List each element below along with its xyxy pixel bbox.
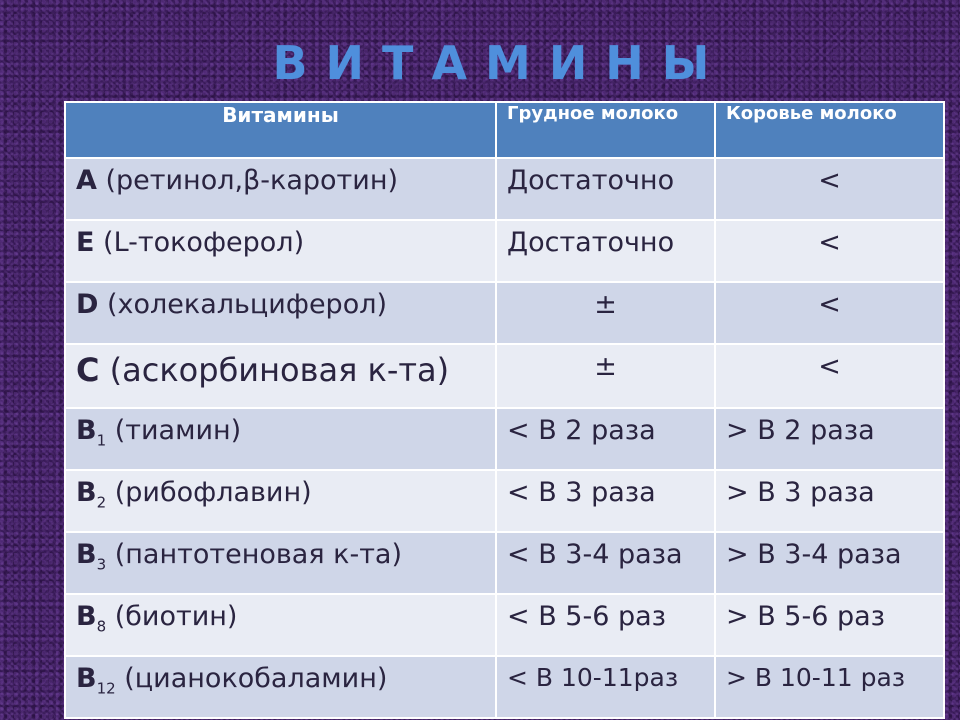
vitamin-desc: (рибофлавин) xyxy=(106,477,312,508)
cow-milk-cell: > В 10-11 раз xyxy=(715,656,944,718)
cow-milk-cell: > В 2 раза xyxy=(715,408,944,470)
breast-milk-cell: < В 5-6 раз xyxy=(496,594,715,656)
breast-milk-cell: < В 3 раза xyxy=(496,470,715,532)
slide-title: ВИТАМИНЫ xyxy=(272,36,728,90)
cow-milk-cell: > В 3-4 раза xyxy=(715,532,944,594)
breast-milk-cell: ± xyxy=(496,282,715,344)
vitamin-desc: (холекальциферол) xyxy=(98,289,387,320)
vitamins-table xyxy=(64,101,945,719)
vitamin-letter: C xyxy=(76,351,100,389)
cow-milk-cell: > В 5-6 раз xyxy=(715,594,944,656)
vitamin-desc: (тиамин) xyxy=(106,415,242,446)
cow-milk-cell: < xyxy=(715,158,944,220)
vitamin-letter: B xyxy=(76,663,97,694)
table-row xyxy=(65,220,944,282)
cow-milk-cell: < xyxy=(715,282,944,344)
table-row xyxy=(65,470,944,532)
cow-milk-cell: > В 3 раза xyxy=(715,470,944,532)
breast-milk-cell: ± xyxy=(496,344,715,408)
vitamin-cell xyxy=(65,344,496,408)
vitamin-letter: B xyxy=(76,415,97,446)
cow-milk-cell: < xyxy=(715,344,944,408)
breast-milk-cell: Достаточно xyxy=(496,158,715,220)
vitamin-letter: D xyxy=(76,289,99,320)
vitamin-subscript: 8 xyxy=(96,617,107,636)
table-row xyxy=(65,532,944,594)
cow-milk-cell: < xyxy=(715,220,944,282)
vitamin-letter: B xyxy=(76,477,97,508)
vitamin-cell xyxy=(65,158,496,220)
table-row xyxy=(65,656,944,718)
vitamin-cell xyxy=(65,656,496,718)
vitamin-cell xyxy=(65,532,496,594)
breast-milk-cell: Достаточно xyxy=(496,220,715,282)
vitamin-letter: B xyxy=(76,601,97,632)
vitamin-subscript: 12 xyxy=(96,679,116,698)
table-row xyxy=(65,282,944,344)
vitamin-desc: (пантотеновая к-та) xyxy=(106,539,403,570)
vitamin-cell xyxy=(65,594,496,656)
vitamin-subscript: 2 xyxy=(96,493,107,512)
table-row xyxy=(65,408,944,470)
vitamin-cell xyxy=(65,408,496,470)
header-breast-milk: Грудное молоко xyxy=(496,102,715,158)
breast-milk-cell: < В 10-11раз xyxy=(496,656,715,718)
header-cow-milk: Коровье молоко xyxy=(715,102,944,158)
table-row xyxy=(65,594,944,656)
vitamin-letter: A xyxy=(76,165,97,196)
vitamin-cell xyxy=(65,282,496,344)
breast-milk-cell: < В 2 раза xyxy=(496,408,715,470)
table-header-row xyxy=(65,102,944,158)
table-row xyxy=(65,158,944,220)
vitamin-desc: (цианокобаламин) xyxy=(115,663,388,694)
vitamin-cell xyxy=(65,220,496,282)
vitamin-desc: (ретинол,β-каротин) xyxy=(96,165,399,196)
vitamin-letter: B xyxy=(76,539,97,570)
header-vitamins: Витамины xyxy=(65,102,496,158)
vitamin-cell xyxy=(65,470,496,532)
vitamin-subscript: 1 xyxy=(96,431,107,450)
table-row xyxy=(65,344,944,408)
vitamin-desc: (биотин) xyxy=(106,601,238,632)
breast-milk-cell: < В 3-4 раза xyxy=(496,532,715,594)
vitamin-desc: (L-токоферол) xyxy=(94,227,305,258)
vitamin-subscript: 3 xyxy=(96,555,107,574)
vitamin-desc: (аскорбиновая к-та) xyxy=(99,351,450,389)
vitamin-letter: E xyxy=(76,227,95,258)
